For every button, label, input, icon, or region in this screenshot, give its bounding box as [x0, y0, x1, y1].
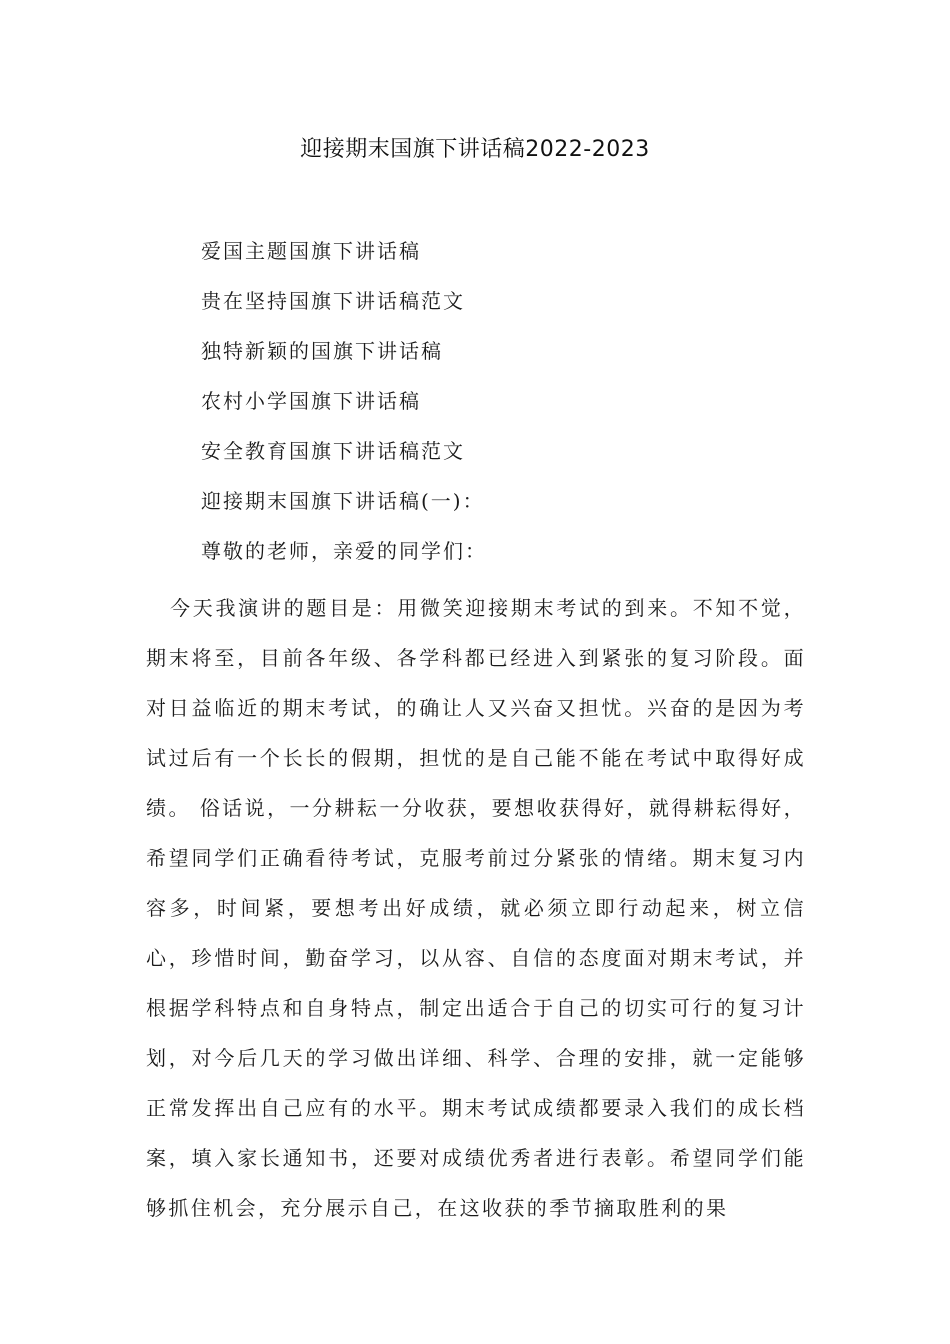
salutation: 尊敬的老师，亲爱的同学们： — [201, 539, 487, 563]
list-item: 独特新颖的国旗下讲话稿 — [201, 339, 443, 363]
document-title: 迎接期末国旗下讲话稿2022-2023 — [300, 137, 650, 162]
list-item: 爱国主题国旗下讲话稿 — [201, 239, 421, 263]
body-paragraph: 今天我演讲的题目是：用微笑迎接期末考试的到来。不知不觉，期末将至，目前各年级、各学科都已经进入到紧张的复习阶段。面对日益临近的期末考试，的确让人又兴奋又担忧。兴奋的是因为考试过后有一个长长的假期，担忧的是自己能不能在考试中取得好成绩。 俗话说，一分耕耘一分收获，要想收获得好，就得耕耘得好，希望同学们正确看待考试，克服考前过分紧张的情绪。期末复习内容多，时间紧，要想考出好成绩，就必须立即行动起来，树立信心，珍惜时间，勤奋学习，以从容、自信的态度面对期末考试，并根据学科特点和自身特点，制定出适合于自己的切实可行的复习计划，对今后几天的学习做出详细、科学、合理的安排，就一定能够正常发挥出自己应有的水平。期末考试成绩都要录入我们的成长档案，填入家长通知书，还要对成绩优秀者进行表彰。希望同学们能够抓住机会，充分展示自己，在这收获的季节摘取胜利的果 — [146, 596, 806, 1220]
list-item: 安全教育国旗下讲话稿范文 — [201, 439, 465, 463]
related-titles-list — [201, 233, 487, 583]
section-heading: 迎接期末国旗下讲话稿(一)： — [201, 489, 485, 513]
list-item: 贵在坚持国旗下讲话稿范文 — [201, 289, 465, 313]
list-item: 农村小学国旗下讲话稿 — [201, 389, 421, 413]
